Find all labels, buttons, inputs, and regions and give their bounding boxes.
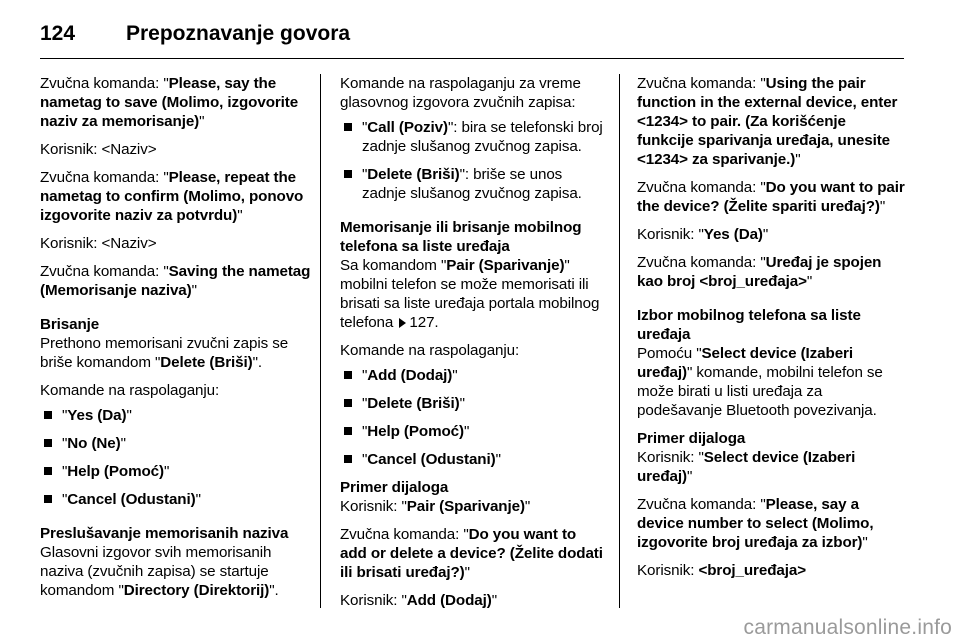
section-heading-primer: Primer dijaloga <box>637 430 746 447</box>
paragraph: Komande na raspolaganju: <box>340 342 520 359</box>
playback-command-list <box>340 118 606 203</box>
section-heading-izbor: Izbor mobilnog telefona sa liste uređaja <box>637 307 861 343</box>
list-item: "No (Ne)" <box>40 434 312 453</box>
list-item: "Delete (Briši)" <box>340 394 606 413</box>
paragraph: Prethono memorisani zvučni zapis se briše komandom "Delete (Briši)". <box>40 335 289 371</box>
paragraph: Zvučna komanda: "Uređaj je spojen kao broj <broj_uređaja>" <box>637 254 882 290</box>
page-title: Prepoznavanje govora <box>126 22 351 45</box>
list-item: "Cancel (Odustani)" <box>340 450 606 469</box>
page-reference-link[interactable]: 127 <box>409 314 435 331</box>
square-bullet-icon <box>344 371 352 379</box>
section-heading-memorisanje: Memorisanje ili brisanje mobilnog telefona sa liste uređaja <box>340 219 582 255</box>
list-item: "Yes (Da)" <box>40 406 312 425</box>
pair-command-list <box>340 366 606 469</box>
page-reference-arrow-icon <box>399 318 406 328</box>
square-bullet-icon <box>44 411 52 419</box>
list-item: "Cancel (Odustani)" <box>40 490 312 509</box>
paragraph: Zvučna komanda: "Please, say the nametag to save (Molimo, izgovorite naziv za memorisanje)" <box>40 75 299 130</box>
command-list <box>40 406 312 509</box>
list-item: "Call (Poziv)": bira se telefonski broj zadnje slušanog zvučnog zapisa. <box>340 118 606 156</box>
page-number: 124 <box>40 22 76 45</box>
column-3 <box>637 74 905 589</box>
column-1 <box>40 74 312 609</box>
square-bullet-icon <box>44 495 52 503</box>
list-item: "Help (Pomoć)" <box>340 422 606 441</box>
paragraph: Zvučna komanda: "Using the pair function in the external device, enter <1234> to pair. (Za korišćenje funkcije sparivanja uređaja, unesite <1234> za sparivanje.)" <box>637 75 898 168</box>
paragraph: Korisnik: <broj_uređaja> <box>637 562 806 579</box>
paragraph: Korisnik: <Naziv> <box>40 235 157 252</box>
column-divider-2 <box>619 74 620 608</box>
square-bullet-icon <box>344 427 352 435</box>
paragraph: Korisnik: "Add (Dodaj)" <box>340 592 497 609</box>
paragraph: Pomoću "Select device (Izaberi uređaj)" komande, mobilni telefon se može birati u listi uređaja za podešavanje Bluetooth povezivanja. <box>637 345 883 419</box>
paragraph: Zvučna komanda: "Please, repeat the nametag to confirm (Molimo, ponovo izgovorite naziv za potvrdu)" <box>40 169 304 224</box>
square-bullet-icon <box>344 123 352 131</box>
paragraph: Korisnik: <Naziv> <box>40 141 157 158</box>
paragraph: Zvučna komanda: "Saving the nametag (Memorisanje naziva)" <box>40 263 311 299</box>
paragraph: Zvučna komanda: "Please, say a device number to select (Molimo, izgovorite broj uređaja za izbor)" <box>637 496 874 551</box>
paragraph: Zvučna komanda: "Do you want to pair the device? (Želite spariti uređaj?)" <box>637 179 905 215</box>
paragraph: Komande na raspolaganju: <box>40 382 220 399</box>
paragraph: Korisnik: "Pair (Sparivanje)" <box>340 498 531 515</box>
square-bullet-icon <box>344 455 352 463</box>
square-bullet-icon <box>44 467 52 475</box>
header-rule <box>40 58 904 59</box>
list-item: "Delete (Briši)": briše se unos zadnje slušanog zvučnog zapisa. <box>340 165 606 203</box>
paragraph: Glasovni izgovor svih memorisanih naziva (zvučnih zapisa) se startuje komandom "Directory (Direktorij)". <box>40 544 279 599</box>
square-bullet-icon <box>344 170 352 178</box>
paragraph: Korisnik: "Yes (Da)" <box>637 226 769 243</box>
paragraph: Zvučna komanda: "Do you want to add or delete a device? (Želite dodati ili brisati uređaj?)" <box>340 526 603 581</box>
list-item: "Help (Pomoć)" <box>40 462 312 481</box>
paragraph: Korisnik: "Select device (Izaberi uređaj)" <box>637 449 856 485</box>
watermark: carmanualsonline.info <box>743 616 952 639</box>
list-item: "Add (Dodaj)" <box>340 366 606 385</box>
column-2 <box>340 74 606 619</box>
column-divider-1 <box>320 74 321 608</box>
section-heading-brisanje: Brisanje <box>40 316 100 333</box>
square-bullet-icon <box>44 439 52 447</box>
section-heading-primer: Primer dijaloga <box>340 479 449 496</box>
page-header <box>40 14 350 54</box>
square-bullet-icon <box>344 399 352 407</box>
paragraph: Komande na raspolaganju za vreme glasovnog izgovora zvučnih zapisa: <box>340 75 581 111</box>
section-heading-preslusavanje: Preslušavanje memorisanih naziva <box>40 525 289 542</box>
paragraph: Sa komandom "Pair (Sparivanje)" mobilni telefon se može memorisati ili brisati sa liste uređaja portala mobilnog telefona 127. <box>340 257 600 331</box>
